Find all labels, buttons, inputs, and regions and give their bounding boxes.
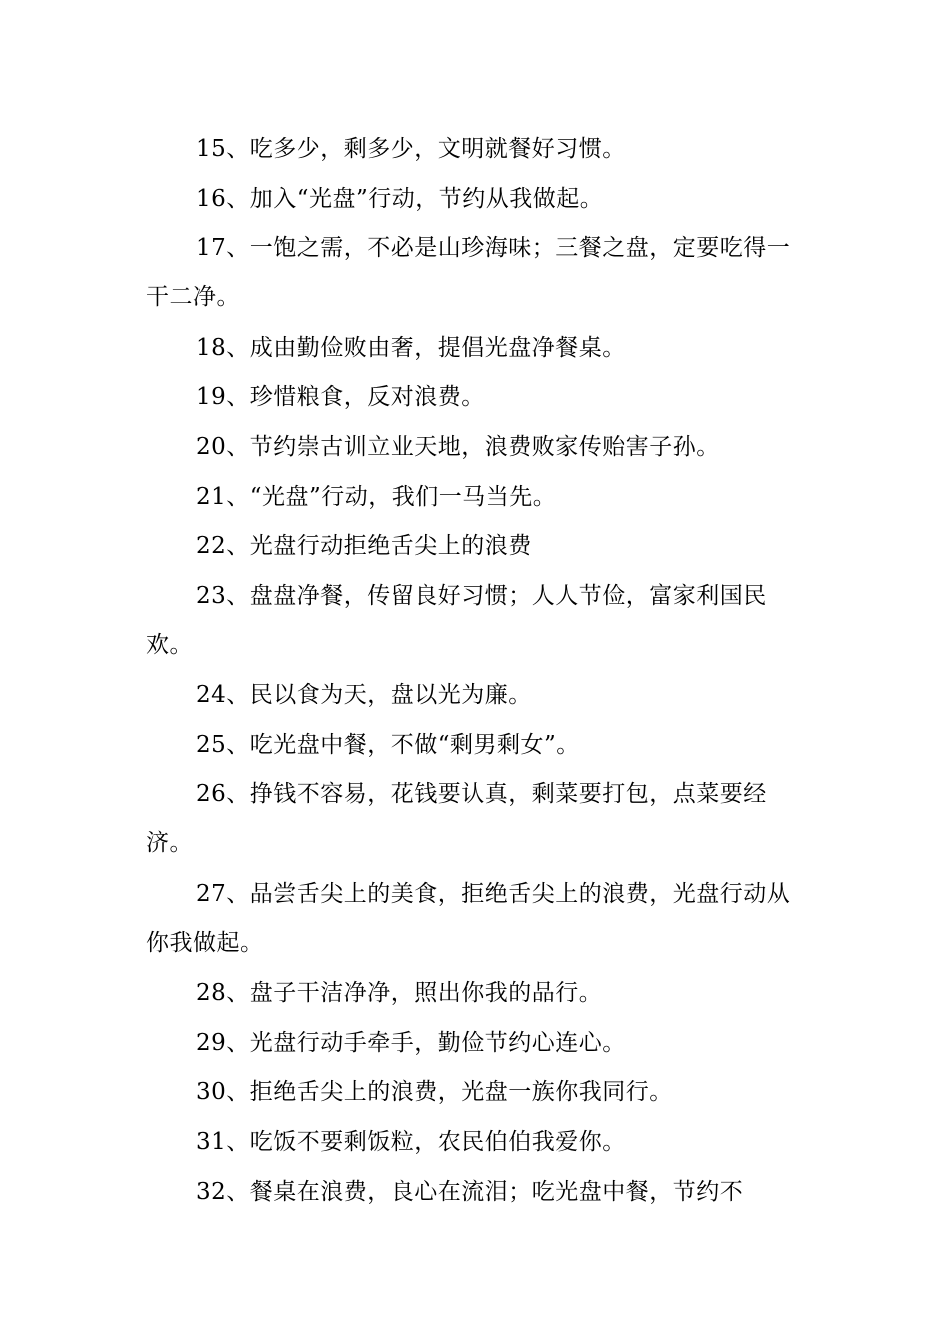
- list-item: 17、一饱之需，不必是山珍海味；三餐之盘，定要吃得一干二净。: [146, 235, 791, 310]
- list-item: 19、珍惜粮食，反对浪费。: [196, 384, 485, 410]
- list-item: 24、民以食为天，盘以光为廉。: [196, 682, 532, 708]
- list-item: 15、吃多少，剩多少，文明就餐好习惯。: [196, 136, 626, 162]
- list-item: 18、成由勤俭败由奢，提倡光盘净餐桌。: [196, 335, 626, 361]
- list-item: 26、挣钱不容易，花钱要认真，剩菜要打包，点菜要经济。: [146, 781, 767, 856]
- list-item: 25、吃光盘中餐，不做“剩男剩女”。: [196, 732, 580, 758]
- list-item: 27、品尝舌尖上的美食，拒绝舌尖上的浪费，光盘行动从你我做起。: [146, 881, 791, 956]
- list-item: 23、盘盘净餐，传留良好习惯；人人节俭，富家利国民欢。: [146, 583, 767, 658]
- list-item: 20、节约崇古训立业天地，浪费败家传贻害子孙。: [196, 434, 720, 460]
- list-item: 21、“光盘”行动，我们一马当先。: [196, 484, 557, 510]
- list-item: 32、餐桌在浪费，良心在流泪；吃光盘中餐，节约不: [196, 1179, 744, 1205]
- list-item: 29、光盘行动手牵手，勤俭节约心连心。: [196, 1030, 626, 1056]
- list-item: 22、光盘行动拒绝舌尖上的浪费: [196, 533, 532, 559]
- list-item: 28、盘子干洁净净，照出你我的品行。: [196, 980, 603, 1006]
- list-item: 30、拒绝舌尖上的浪费，光盘一族你我同行。: [196, 1079, 673, 1105]
- list-item: 31、吃饭不要剩饭粒，农民伯伯我爱你。: [196, 1129, 626, 1155]
- list-item: 16、加入“光盘”行动，节约从我做起。: [196, 186, 604, 212]
